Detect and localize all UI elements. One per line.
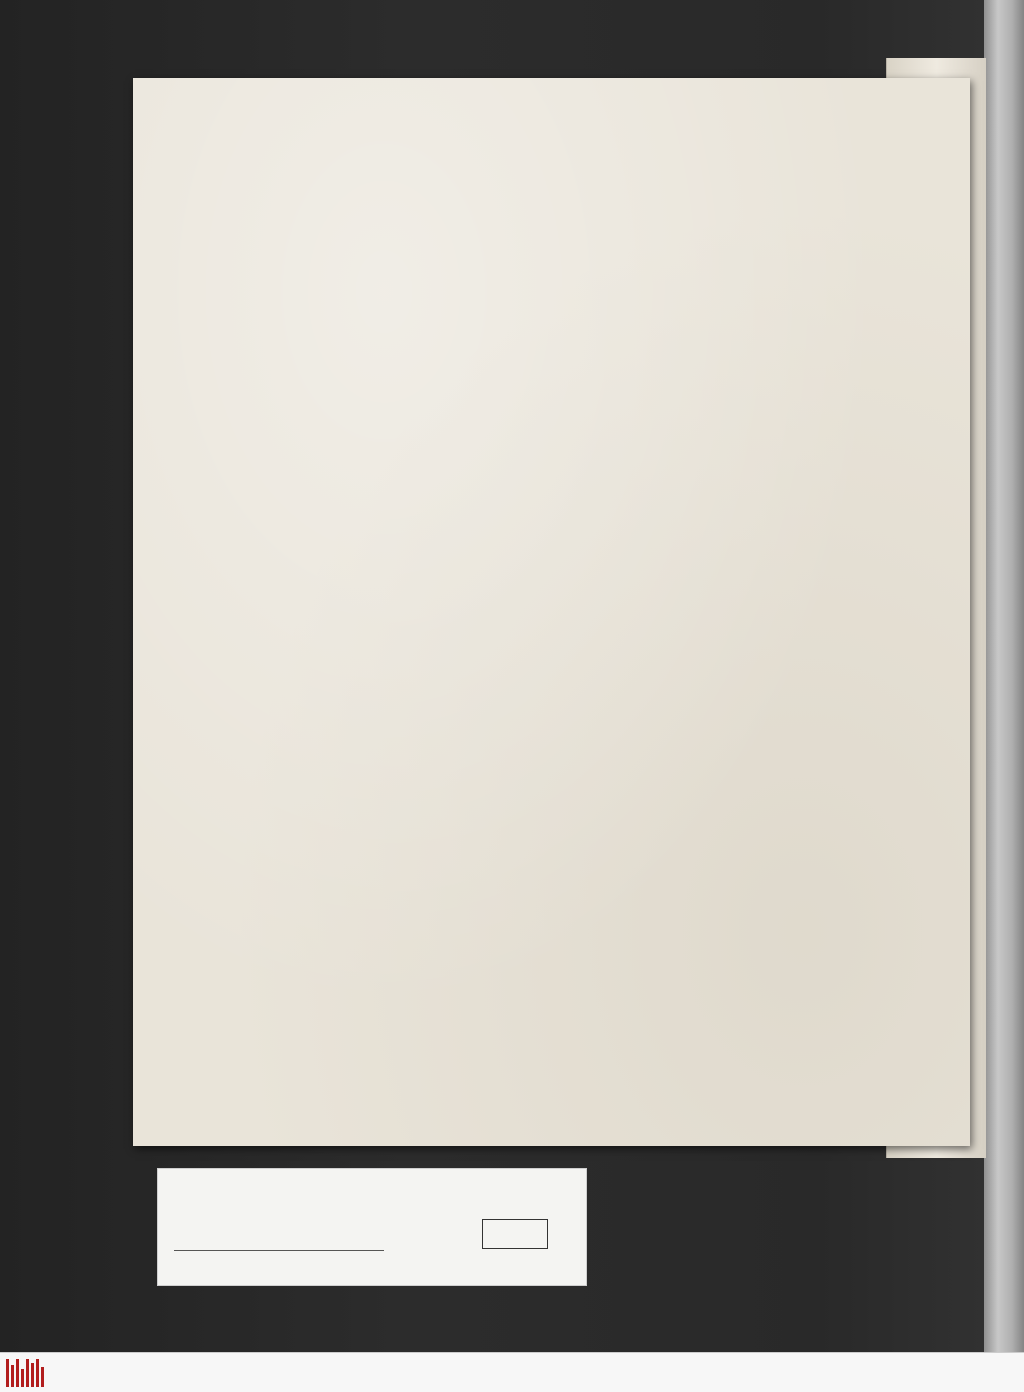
scale-ruler: [174, 1217, 384, 1251]
book-page: [133, 78, 970, 1146]
running-head: [320, 162, 920, 198]
hab-logo-icon: [6, 1359, 46, 1387]
footer-bar: [0, 1352, 1024, 1392]
gray-scale-chart: [482, 1219, 548, 1249]
library-label: [157, 1168, 587, 1286]
right-edge-glass: [984, 0, 1024, 1352]
